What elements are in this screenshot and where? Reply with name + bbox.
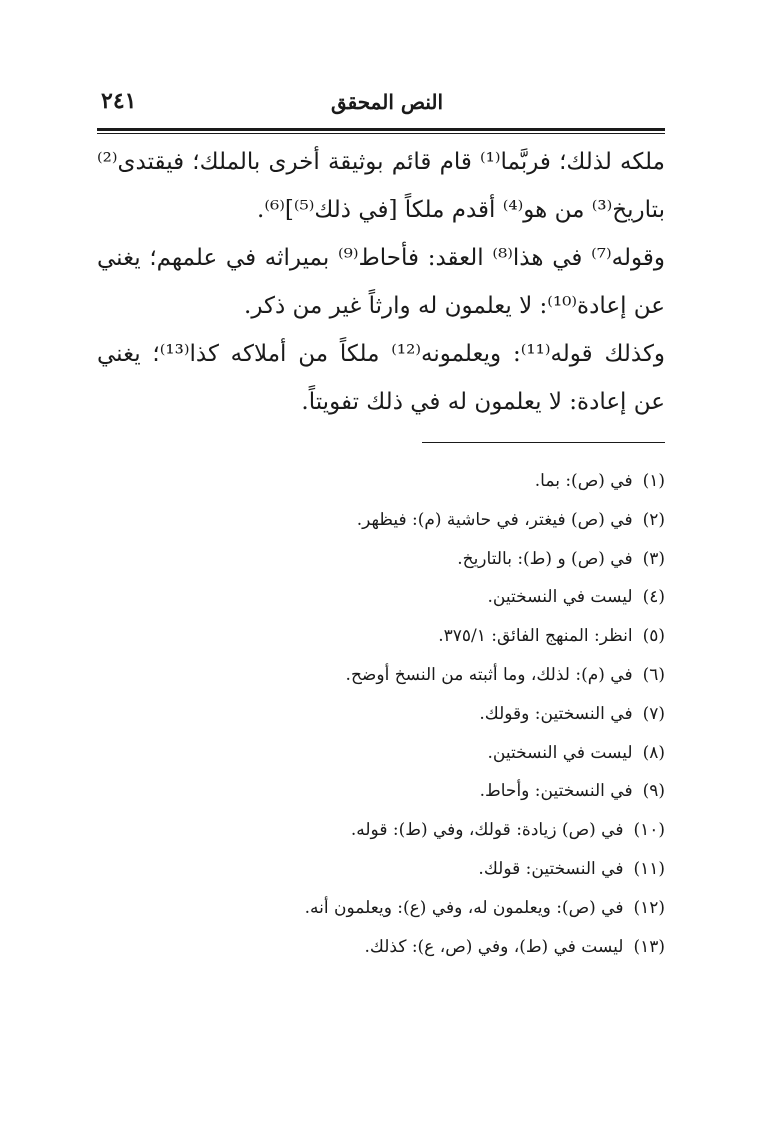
footnote-10 (97, 811, 665, 850)
footnote-13 (97, 928, 665, 967)
page-number: ٢٤١ (101, 88, 137, 114)
footnote-text: في النسختين: قولك. (478, 858, 624, 879)
footnote-number: (٨) (642, 742, 665, 763)
footnote-4 (97, 578, 665, 617)
footnote-text: ليست في النسختين. (487, 587, 633, 608)
footnote-text: ليست في (ط)، وفي (ص، ع): كذلك. (364, 936, 624, 957)
footnote-text: في (ص): بما. (534, 471, 633, 491)
footnote-8 (97, 734, 665, 773)
footnote-11 (97, 850, 665, 889)
footnote-12 (97, 889, 665, 928)
footnote-number: (٦) (642, 664, 665, 685)
footnote-3 (97, 540, 665, 579)
footnote-number: (١٢) (633, 897, 665, 918)
footnote-number: (١٣) (633, 936, 665, 957)
footnotes-list (97, 462, 665, 966)
footnote-number: (١١) (633, 858, 665, 879)
footnote-7 (97, 695, 665, 734)
footnote-2 (97, 501, 665, 540)
footnote-text: في (ص) زيادة: قولك، وفي (ط): قوله. (350, 820, 624, 841)
footnote-6 (97, 656, 665, 695)
footnote-text: في النسختين: وقولك. (479, 703, 633, 724)
footnote-5 (97, 617, 665, 656)
footnote-text: في (ص) فيغتر، في حاشية (م): فيظهر. (356, 509, 633, 530)
footnote-number: (١٠) (633, 820, 665, 841)
footnote-text: انظر: المنهج الفائق: ٣٧٥/١. (438, 626, 633, 647)
footnote-number: (٢) (642, 509, 665, 530)
footnote-number: (٥) (642, 626, 665, 647)
footnote-text: في (ص) و (ط): بالتاريخ. (457, 548, 633, 569)
footnote-number: (٤) (642, 587, 665, 608)
footnote-9 (97, 772, 665, 811)
running-title: النص المحقق (330, 90, 444, 114)
footnote-1 (97, 462, 665, 501)
page-header (97, 88, 665, 124)
footnote-text: في (ص): ويعلمون له، وفي (ع): ويعلمون أنه. (304, 897, 624, 918)
paragraph-1: ملكه لذلك؛ فربَّما⁽¹⁾ قام قائم بوثيقة أخرى بالملك؛ فيقتدى⁽²⁾ بتاريخ⁽³⁾ من هو⁽⁴⁾ أقدم ملكاً [في ذلك⁽⁵⁾]⁽⁶⁾. (97, 149, 665, 223)
footnote-number: (٩) (642, 781, 665, 802)
footnote-text: في النسختين: وأحاط. (479, 781, 633, 802)
footnote-text: ليست في النسختين. (487, 742, 633, 763)
footnote-number: (٧) (642, 703, 665, 724)
footnote-number: (٣) (642, 548, 665, 569)
paragraph-2: وقوله⁽⁷⁾ في هذا⁽⁸⁾ العقد: فأحاط⁽⁹⁾ بميراثه في علمهم؛ يغني عن إعادة⁽¹⁰⁾: لا يعلمون له وارثاً غير من ذكر. (97, 245, 665, 319)
header-rule-thin (97, 133, 665, 134)
footnote-number: (١) (642, 471, 665, 491)
footnote-separator (422, 442, 665, 443)
header-rule-thick (97, 128, 665, 131)
paragraph-3: وكذلك قوله⁽¹¹⁾: ويعلمونه⁽¹²⁾ ملكاً من أملاكه كذا⁽¹³⁾؛ يغني عن إعادة: لا يعلمون له في ذلك تفويتاً. (97, 341, 665, 415)
footnote-text: في (م): لذلك، وما أثبته من النسخ أوضح. (345, 664, 633, 685)
main-text (97, 138, 665, 426)
